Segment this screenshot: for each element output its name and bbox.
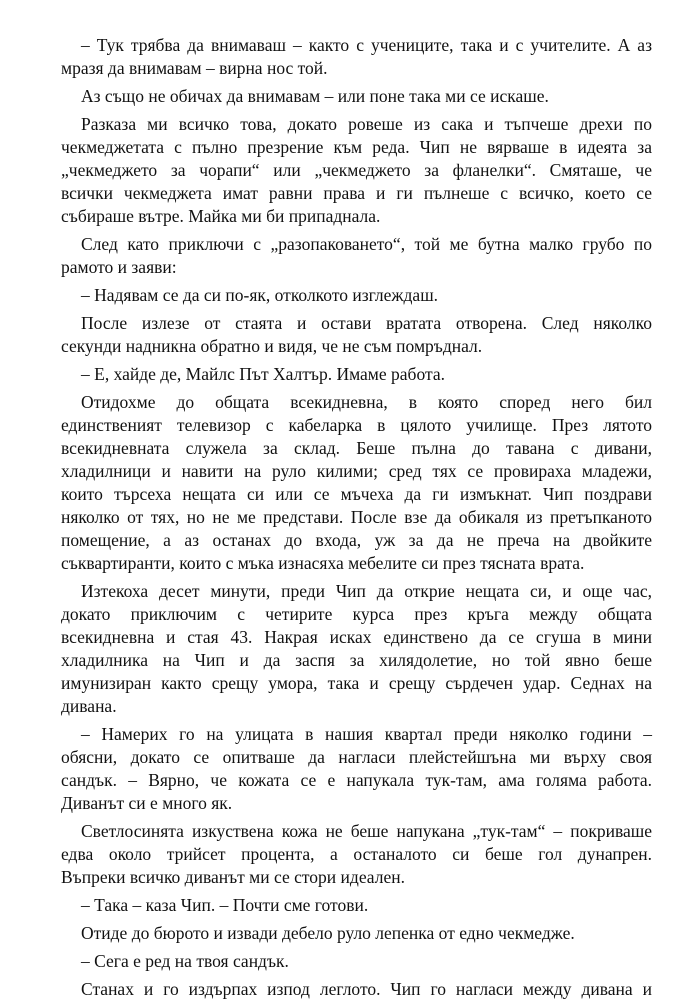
text-line: „чекмеджето за чорапи“ или „чекмеджето за фланелки“. Смяташе, че <box>61 160 652 180</box>
text-line: Отиде до бюрото и извади дебело руло лепенка от едно чекмедже. <box>81 923 575 943</box>
text-line: Разказа ми всичко това, докато ровеше из сака и тъпчеше дрехи по <box>81 114 652 134</box>
text-line: хладилника на Чип и да заспя за хилядолетие, но той явно беше <box>61 650 652 670</box>
text-line: единственият телевизор с кабеларка в цялото училище. През лятото <box>61 415 652 435</box>
text-line: няколко от тях, но не ме представи. После взе да обикаля из претъпканото <box>61 507 652 527</box>
text-line: – Така – каза Чип. – Почти сме готови. <box>81 895 369 915</box>
text-line: сандък. – Вярно, че кожата се е напукала тук-там, ама голяма работа. <box>61 770 652 790</box>
text-line: имунизиран както срещу умора, така и срещу сърдечен удар. Седнах на <box>61 673 652 693</box>
text-line: помещение, а аз останах до входа, уж за да не преча на двойките <box>61 530 652 550</box>
paragraph <box>61 950 652 973</box>
paragraph <box>61 312 652 358</box>
text-line: После излезе от стаята и остави вратата отворена. След няколко <box>81 313 652 333</box>
text-line: След като приключи с „разопаковането“, той ме бутна малко грубо по <box>81 234 652 254</box>
text-line: Диванът си е много як. <box>61 793 233 813</box>
text-line: съквартиранти, които с мъка изнасяха мебелите си през тясната врата. <box>61 553 585 573</box>
text-line: всички чекмеджета имат равни права и ги пълнеше с всичко, което се <box>61 183 652 203</box>
paragraph <box>61 34 652 80</box>
paragraph <box>61 723 652 815</box>
text-line: Станах и го издърпах изпод леглото. Чип го нагласи между дивана и <box>81 979 652 999</box>
text-line: които търсеха нещата си или се мъчеха да ги измъкнат. Чип поздрави <box>61 484 652 504</box>
text-line: събираше вътре. Майка ми би припаднала. <box>61 206 381 226</box>
text-line: всекидневна и стая 43. Накрая исках единствено да се сгуша в мини <box>61 627 652 647</box>
text-line: Светлосинята изкуствена кожа не беше напукана „тук-там“ – покриваше <box>81 821 652 841</box>
text-line: чекмеджетата с пълно презрение към реда. Чип не вярваше в идеята за <box>61 137 652 157</box>
text-line: едва около трийсет процента, а останалото си беше гол дунапрен. <box>61 844 652 864</box>
text-line: хладилници и навити на руло килими; сред тях се провираха младежи, <box>61 461 652 481</box>
text-line: Изтекоха десет минути, преди Чип да открие нещата си, и още час, <box>81 581 652 601</box>
text-line: мразя да внимавам – вирна нос той. <box>61 58 328 78</box>
text-line: всекидневната служела за склад. Беше пълна до тавана с дивани, <box>61 438 652 458</box>
text-line: Отидохме до общата всекидневна, в която според него бил <box>81 392 652 412</box>
text-line: – Надявам се да си по-як, отколкото изглеждаш. <box>81 285 439 305</box>
paragraph <box>61 233 652 279</box>
paragraph <box>61 922 652 945</box>
text-line: секунди надникна обратно и видя, че не съм помръднал. <box>61 336 483 356</box>
paragraph <box>61 580 652 718</box>
paragraph <box>61 894 652 917</box>
text-line: Аз също не обичах да внимавам – или поне така ми се искаше. <box>81 86 549 106</box>
text-line: докато приключим с четирите курса през кръга между общата <box>61 604 652 624</box>
paragraph <box>61 284 652 307</box>
text-line: – Сега е ред на твоя сандък. <box>81 951 289 971</box>
paragraph <box>61 113 652 228</box>
text-line: – Намерих го на улицата в нашия квартал преди няколко години – <box>81 724 652 744</box>
paragraph <box>61 820 652 889</box>
text-line: Въпреки всичко диванът ми се стори идеален. <box>61 867 405 887</box>
text-line: рамото и заяви: <box>61 257 177 277</box>
text-line: – Тук трябва да внимаваш – както с учениците, така и с учителите. А аз <box>81 35 652 55</box>
text-line: обясни, докато се опитваше да нагласи плейстейшъна ми върху своя <box>61 747 652 767</box>
paragraph <box>61 391 652 575</box>
text-line: – Е, хайде де, Майлс Път Халтър. Имаме работа. <box>81 364 445 384</box>
paragraph <box>61 363 652 386</box>
text-line: дивана. <box>61 696 117 716</box>
paragraph <box>61 85 652 108</box>
